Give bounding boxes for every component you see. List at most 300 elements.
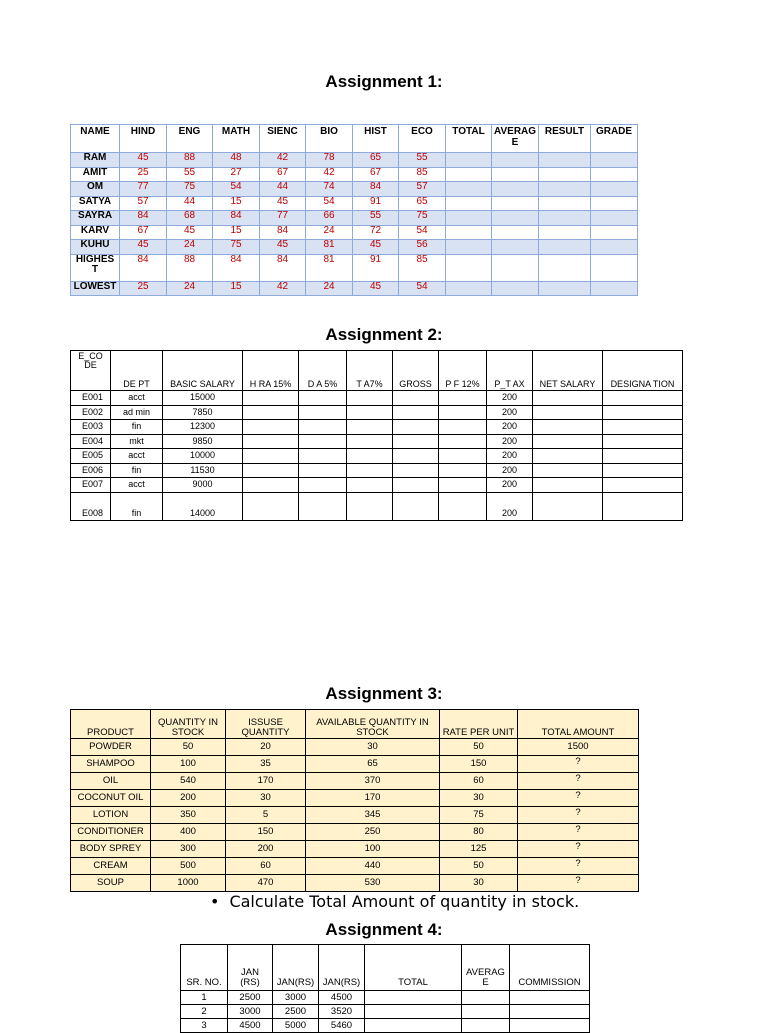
table-cell (462, 991, 510, 1005)
table-cell: E002 (71, 405, 111, 420)
table-cell (299, 434, 347, 449)
table-cell (365, 1005, 462, 1019)
column-header: ISSUSE QUANTITY (226, 710, 306, 739)
stock-table (70, 709, 639, 892)
table-cell (591, 182, 638, 197)
table-cell: 30 (440, 790, 518, 807)
table-cell: LOWEST (71, 281, 120, 296)
table-row (71, 858, 639, 875)
column-header: JAN(RS) (273, 945, 319, 991)
table-cell (539, 153, 591, 168)
table-cell: 54 (213, 182, 260, 197)
table-cell: 4500 (228, 1019, 273, 1033)
table-cell: 42 (260, 153, 306, 168)
table-cell (446, 153, 492, 168)
column-header: JAN(RS) (319, 945, 365, 991)
table-row (71, 225, 638, 240)
table-cell: ? (518, 824, 639, 841)
table-cell: 45 (120, 153, 167, 168)
column-header: TOTAL (365, 945, 462, 991)
table-row (71, 420, 683, 435)
table-cell (603, 434, 683, 449)
table-cell: 75 (167, 182, 213, 197)
table-cell: fin (111, 420, 163, 435)
table-cell: 55 (353, 211, 399, 226)
table-cell: 65 (306, 756, 440, 773)
table-cell: 65 (399, 196, 446, 211)
table-cell: 100 (151, 756, 226, 773)
table-cell: KUHU (71, 240, 120, 255)
table-cell: 81 (306, 240, 353, 255)
table-cell: 85 (399, 167, 446, 182)
table-cell: 24 (167, 240, 213, 255)
table-cell (393, 492, 439, 520)
table-cell: 3520 (319, 1005, 365, 1019)
column-header: ENG (167, 125, 213, 153)
table-cell (446, 211, 492, 226)
table-cell: E004 (71, 434, 111, 449)
table-cell: 24 (167, 281, 213, 296)
table-cell: 100 (306, 841, 440, 858)
table-cell: 45 (120, 240, 167, 255)
table-cell: 400 (151, 824, 226, 841)
table-cell (533, 463, 603, 478)
table-cell (492, 167, 539, 182)
table-cell: E008 (71, 492, 111, 520)
table-cell (533, 420, 603, 435)
table-cell: E005 (71, 449, 111, 464)
table-cell (510, 991, 590, 1005)
table-cell (439, 478, 487, 493)
table-cell: CREAM (71, 858, 151, 875)
table-cell (539, 182, 591, 197)
table-cell: 5 (226, 807, 306, 824)
table-cell: 54 (399, 225, 446, 240)
table-cell: 56 (399, 240, 446, 255)
table-cell (299, 449, 347, 464)
table-row (71, 478, 683, 493)
table-cell: ad min (111, 405, 163, 420)
table-cell (533, 391, 603, 406)
column-header: ECO (399, 125, 446, 153)
table-cell: 170 (306, 790, 440, 807)
table-row (181, 1005, 590, 1019)
table-cell (492, 281, 539, 296)
table-cell: 84 (260, 225, 306, 240)
table-row (71, 807, 639, 824)
table-cell: ? (518, 773, 639, 790)
table-row (71, 449, 683, 464)
table-cell: 200 (487, 449, 533, 464)
bullet-icon: • (210, 892, 220, 911)
table-cell: ? (518, 790, 639, 807)
table-cell: 5460 (319, 1019, 365, 1033)
table-cell: 74 (306, 182, 353, 197)
column-header: COMMISSION (510, 945, 590, 991)
table-cell: RAM (71, 153, 120, 168)
table-cell (492, 240, 539, 255)
table-cell: 200 (487, 420, 533, 435)
table-row (71, 875, 639, 892)
table-cell (243, 449, 299, 464)
table-cell: 10000 (163, 449, 243, 464)
table-cell: 84 (213, 254, 260, 281)
table-cell: 24 (306, 281, 353, 296)
table-cell (603, 463, 683, 478)
table-cell: 77 (260, 211, 306, 226)
table-cell (393, 463, 439, 478)
table-cell: 75 (440, 807, 518, 824)
table-cell: 30 (306, 739, 440, 756)
column-header: GRADE (591, 125, 638, 153)
table-cell (533, 434, 603, 449)
table-cell: acct (111, 449, 163, 464)
table-row (71, 824, 639, 841)
table-cell: 440 (306, 858, 440, 875)
table-cell: E003 (71, 420, 111, 435)
table-cell: 91 (353, 254, 399, 281)
table-cell: 45 (260, 196, 306, 211)
table-cell: 200 (487, 492, 533, 520)
table-cell: COCONUT OIL (71, 790, 151, 807)
table-cell (393, 478, 439, 493)
table-cell (446, 196, 492, 211)
table-cell (439, 391, 487, 406)
table-cell: 72 (353, 225, 399, 240)
table-row (71, 182, 638, 197)
table-cell (439, 463, 487, 478)
table-cell (347, 492, 393, 520)
table-cell: 200 (487, 434, 533, 449)
table-cell: SOUP (71, 875, 151, 892)
table-cell: 45 (353, 281, 399, 296)
table-cell: 67 (353, 167, 399, 182)
column-header: JAN (RS) (228, 945, 273, 991)
table-cell: 45 (260, 240, 306, 255)
column-header: AVERAG E (492, 125, 539, 153)
table-row (71, 153, 638, 168)
table-cell: 81 (306, 254, 353, 281)
table-cell (393, 449, 439, 464)
table-cell: 57 (120, 196, 167, 211)
column-header: AVERAG E (462, 945, 510, 991)
column-header: MATH (213, 125, 260, 153)
table-cell (439, 449, 487, 464)
table-cell: 200 (151, 790, 226, 807)
column-header: P F 12% (439, 351, 487, 391)
column-header: QUANTITY IN STOCK (151, 710, 226, 739)
column-header: P_T AX (487, 351, 533, 391)
table-row (71, 790, 639, 807)
table-cell: 2500 (273, 1005, 319, 1019)
table-cell: 42 (260, 281, 306, 296)
table-cell: 15000 (163, 391, 243, 406)
table-cell: KARV (71, 225, 120, 240)
table-cell (539, 196, 591, 211)
table-cell: 50 (151, 739, 226, 756)
table-row (71, 196, 638, 211)
table-cell: HIGHES T (71, 254, 120, 281)
table-cell (510, 1019, 590, 1033)
table-cell: 55 (167, 167, 213, 182)
table-cell: 200 (226, 841, 306, 858)
table-cell: 125 (440, 841, 518, 858)
table-cell (243, 420, 299, 435)
table-cell: 170 (226, 773, 306, 790)
table-cell (603, 405, 683, 420)
table-cell: 77 (120, 182, 167, 197)
table-cell: 54 (399, 281, 446, 296)
table-cell: 14000 (163, 492, 243, 520)
column-header: AVAILABLE QUANTITY IN STOCK (306, 710, 440, 739)
table-cell (299, 420, 347, 435)
column-header: HIND (120, 125, 167, 153)
table-cell: 1 (181, 991, 228, 1005)
table-cell: 370 (306, 773, 440, 790)
table-cell (446, 225, 492, 240)
table-cell: 45 (353, 240, 399, 255)
table-cell: 540 (151, 773, 226, 790)
table-cell: ? (518, 858, 639, 875)
table-cell (539, 211, 591, 226)
table-cell (510, 1005, 590, 1019)
table-cell: OIL (71, 773, 151, 790)
table-cell (446, 182, 492, 197)
table-cell: 15 (213, 225, 260, 240)
table-cell: fin (111, 463, 163, 478)
table-cell: 67 (120, 225, 167, 240)
table-cell: acct (111, 478, 163, 493)
table-cell (439, 492, 487, 520)
table-cell: 68 (167, 211, 213, 226)
column-header: SR. NO. (181, 945, 228, 991)
table-cell: ? (518, 807, 639, 824)
table-cell (347, 463, 393, 478)
table-cell: 55 (399, 153, 446, 168)
table-cell (539, 254, 591, 281)
table-cell: 5000 (273, 1019, 319, 1033)
table-cell (603, 420, 683, 435)
table-cell: acct (111, 391, 163, 406)
table-row (71, 756, 639, 773)
column-header: NET SALARY (533, 351, 603, 391)
column-header: GROSS (393, 351, 439, 391)
table-cell: 15 (213, 281, 260, 296)
table-cell: 88 (167, 254, 213, 281)
table-cell (591, 196, 638, 211)
table-cell: 12300 (163, 420, 243, 435)
column-header: RESULT (539, 125, 591, 153)
table-cell (347, 405, 393, 420)
table-cell: 2500 (228, 991, 273, 1005)
table-cell: 75 (399, 211, 446, 226)
table-cell: SAYRA (71, 211, 120, 226)
column-header: BIO (306, 125, 353, 153)
table-cell (299, 492, 347, 520)
table-cell: 44 (167, 196, 213, 211)
table-cell: fin (111, 492, 163, 520)
table-row (71, 240, 638, 255)
table-cell: 150 (440, 756, 518, 773)
table-cell (591, 153, 638, 168)
table-cell: ? (518, 841, 639, 858)
table-cell: POWDER (71, 739, 151, 756)
table-cell: BODY SPREY (71, 841, 151, 858)
table-cell: 78 (306, 153, 353, 168)
table-cell: 11530 (163, 463, 243, 478)
table-cell (439, 420, 487, 435)
table-cell: 30 (440, 875, 518, 892)
table-cell: 3000 (273, 991, 319, 1005)
table-cell (439, 405, 487, 420)
table-row (71, 773, 639, 790)
assignment-2-title: Assignment 2: (325, 325, 443, 344)
table-cell (446, 240, 492, 255)
table-cell: E006 (71, 463, 111, 478)
table-cell: 200 (487, 391, 533, 406)
table-cell: 200 (487, 405, 533, 420)
table-cell: 200 (487, 463, 533, 478)
table-cell: 60 (226, 858, 306, 875)
table-cell: 75 (213, 240, 260, 255)
column-header: TOTAL AMOUNT (518, 710, 639, 739)
table-cell: 65 (353, 153, 399, 168)
table-row (71, 405, 683, 420)
table-cell: 54 (306, 196, 353, 211)
column-header: RATE PER UNIT (440, 710, 518, 739)
table-cell (243, 478, 299, 493)
header-row (71, 351, 683, 391)
table-cell (492, 254, 539, 281)
table-cell: 24 (306, 225, 353, 240)
table-cell: SHAMPOO (71, 756, 151, 773)
table-cell (462, 1005, 510, 1019)
table-cell: 7850 (163, 405, 243, 420)
table-cell: 57 (399, 182, 446, 197)
table-row (71, 492, 683, 520)
table-cell: 27 (213, 167, 260, 182)
column-header: PRODUCT (71, 710, 151, 739)
table-cell: 500 (151, 858, 226, 875)
column-header: H RA 15% (243, 351, 299, 391)
table-cell (393, 420, 439, 435)
table-cell (492, 225, 539, 240)
table-cell: 35 (226, 756, 306, 773)
table-cell (243, 405, 299, 420)
instruction-text: Calculate Total Amount of quantity in stock. (229, 892, 580, 911)
table-cell: OM (71, 182, 120, 197)
table-cell: 84 (260, 254, 306, 281)
column-header: D A 5% (299, 351, 347, 391)
table-cell (243, 391, 299, 406)
table-cell (347, 449, 393, 464)
table-cell (492, 196, 539, 211)
table-cell: 42 (306, 167, 353, 182)
column-header: HIST (353, 125, 399, 153)
table-cell: 9850 (163, 434, 243, 449)
table-cell (539, 225, 591, 240)
table-cell: 50 (440, 858, 518, 875)
table-row (71, 391, 683, 406)
table-cell (243, 463, 299, 478)
table-cell: 48 (213, 153, 260, 168)
table-cell (462, 1019, 510, 1033)
table-cell (603, 478, 683, 493)
table-cell (539, 281, 591, 296)
table-cell: 150 (226, 824, 306, 841)
table-cell: 60 (440, 773, 518, 790)
table-cell (446, 254, 492, 281)
table-cell: 20 (226, 739, 306, 756)
column-header: T A7% (347, 351, 393, 391)
table-cell (533, 492, 603, 520)
table-cell (492, 182, 539, 197)
header-row (181, 945, 590, 991)
table-cell (539, 167, 591, 182)
table-cell (393, 434, 439, 449)
table-cell: 200 (487, 478, 533, 493)
table-cell: 88 (167, 153, 213, 168)
table-cell: 84 (120, 254, 167, 281)
table-cell: 345 (306, 807, 440, 824)
table-cell: 3 (181, 1019, 228, 1033)
table-cell (347, 478, 393, 493)
table-cell (603, 492, 683, 520)
table-cell: 530 (306, 875, 440, 892)
table-cell (533, 449, 603, 464)
table-cell: 45 (167, 225, 213, 240)
table-cell: 25 (120, 281, 167, 296)
assignment-4-title: Assignment 4: (325, 920, 443, 939)
column-header: TOTAL (446, 125, 492, 153)
table-cell (439, 434, 487, 449)
table-row (71, 167, 638, 182)
instruction-bullet (210, 892, 579, 911)
table-cell (446, 167, 492, 182)
table-cell: AMIT (71, 167, 120, 182)
table-cell: 1500 (518, 739, 639, 756)
table-cell: 1000 (151, 875, 226, 892)
table-cell (365, 1019, 462, 1033)
table-cell (347, 420, 393, 435)
table-cell (591, 240, 638, 255)
table-cell (492, 153, 539, 168)
table-cell: 2 (181, 1005, 228, 1019)
table-cell (299, 463, 347, 478)
salary-table (70, 350, 683, 521)
table-cell (591, 211, 638, 226)
table-cell (591, 167, 638, 182)
table-cell: CONDITIONER (71, 824, 151, 841)
table-cell: 4500 (319, 991, 365, 1005)
table-cell: 84 (120, 211, 167, 226)
column-header: E_CO DE (71, 351, 111, 391)
table-cell (365, 991, 462, 1005)
table-row (71, 211, 638, 226)
table-cell (533, 478, 603, 493)
table-cell: 300 (151, 841, 226, 858)
table-cell: mkt (111, 434, 163, 449)
table-cell (603, 449, 683, 464)
table-cell (591, 281, 638, 296)
table-cell (603, 391, 683, 406)
table-cell (591, 254, 638, 281)
column-header: BASIC SALARY (163, 351, 243, 391)
column-header: DE PT (111, 351, 163, 391)
table-row (71, 841, 639, 858)
column-header: DESIGNA TION (603, 351, 683, 391)
table-cell (492, 211, 539, 226)
